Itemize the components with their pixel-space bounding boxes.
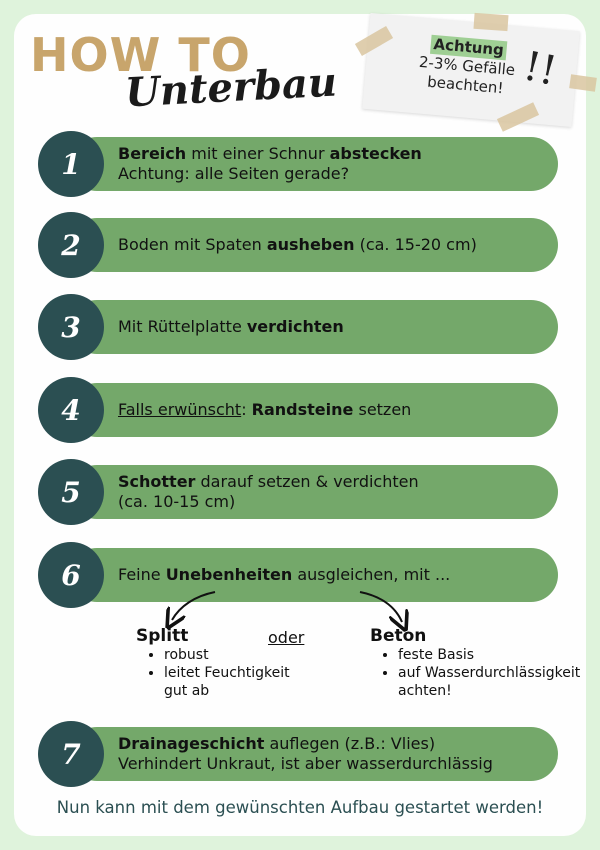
step-3-number: 3 [38, 294, 104, 360]
beton-list [380, 646, 598, 700]
note-line1: 2-3% Gefälle [418, 52, 516, 80]
splitt-list [146, 646, 314, 700]
step-6-number: 6 [38, 542, 104, 608]
how-to-heading: HOW TO [30, 28, 251, 82]
list-item: • auf Wasserdurchlässigkeit achten! [398, 664, 598, 700]
step-7-number: 7 [38, 721, 104, 787]
step-4-number: 4 [38, 377, 104, 443]
note-badge: Achtung [430, 35, 508, 61]
step-7-text: Drainageschicht auflegen (z.B.: Vlies) Verhindert Unkraut, ist aber wasserdurchlässig [118, 734, 493, 773]
footer-text: Nun kann mit dem gewünschten Aufbau gestartet werden! [56, 798, 544, 817]
arrow-right-icon [360, 592, 402, 622]
step-1-text: Bereich mit einer Schnur abstecken Achtung: alle Seiten gerade? [118, 144, 422, 183]
option-splitt-title: Splitt [136, 626, 189, 646]
step-6-text: Feine Unebenheiten ausgleichen, mit ... [118, 565, 451, 584]
list-item: • leitet Feuchtigkeit gut ab [164, 664, 314, 700]
note-line2: beachten! [426, 72, 505, 98]
step-5-number: 5 [38, 459, 104, 525]
step-4-text: Falls erwünscht: Randsteine setzen [118, 400, 412, 419]
option-beton-title: Beton [370, 626, 427, 646]
page-title: Unterbau [123, 58, 339, 117]
step-3-text: Mit Rüttelplatte verdichten [118, 317, 344, 336]
step-5-text: Schotter darauf setzen & verdichten (ca. 10-15 cm) [118, 472, 419, 511]
step-1-number: 1 [38, 131, 104, 197]
step-2-number: 2 [38, 212, 104, 278]
step-2-text: Boden mit Spaten ausheben (ca. 15-20 cm) [118, 235, 477, 254]
list-item: • feste Basis [398, 646, 598, 664]
list-item: • robust [164, 646, 314, 664]
exclamation-icon: !! [519, 43, 561, 95]
oder-label: oder [268, 628, 305, 647]
arrow-left-icon [172, 592, 215, 620]
